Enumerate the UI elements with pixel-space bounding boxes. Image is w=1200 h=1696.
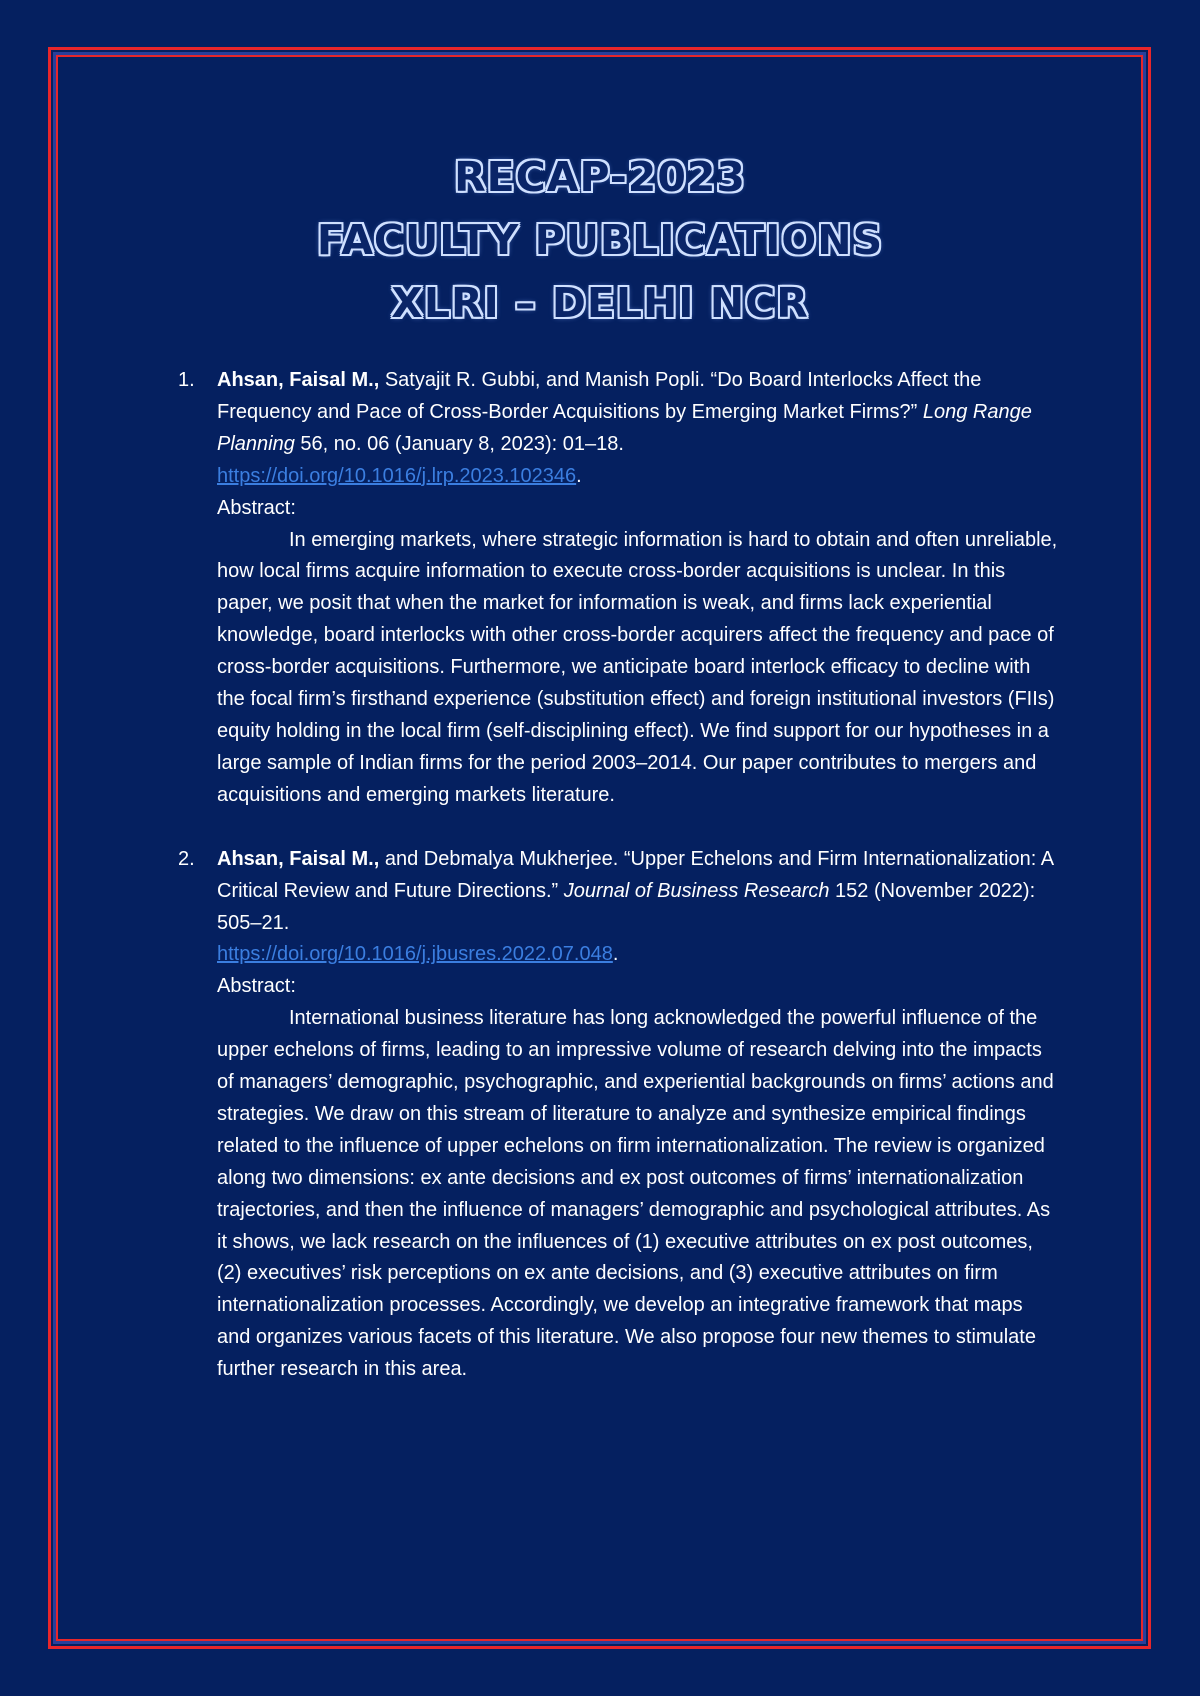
title-line-2: FACULTY PUBLICATIONS [316, 216, 884, 264]
coauthors-and-title: and Debmalya Mukherjee. “Upper Echelons and Firm Internationalization: A Critical Review and Future Directions.” [217, 847, 1053, 902]
doi-link[interactable]: https://doi.org/10.1016/j.lrp.2023.102346 [217, 464, 577, 487]
abstract-label: Abstract: [217, 975, 296, 998]
publication-item [178, 365, 1058, 812]
publication-number: 2. [178, 847, 195, 870]
doi-line [217, 461, 1058, 493]
title-line-1: RECAP-2023 [454, 153, 746, 201]
lead-author: Ahsan, Faisal M., [217, 847, 380, 870]
abstract-label: Abstract: [217, 496, 296, 519]
publication-citation [217, 844, 1058, 940]
coauthors-and-title: Satyajit R. Gubbi, and Manish Popli. “Do Board Interlocks Affect the Frequency and Pace of Cross-Border Acquisitions by Emerging Market Firms?” [217, 369, 982, 423]
journal-name: Long Range Planning [217, 400, 1032, 455]
doi-link[interactable]: https://doi.org/10.1016/j.jbusres.2022.07.048 [217, 943, 613, 966]
abstract-text: In emerging markets, where strategic information is hard to obtain and often unreliable, how local firms acquire information to execute cross-border acquisitions is unclear. In this paper, we posit that when the market for information is weak, and firms lack experiential knowledge, board interlocks with other cross-border acquirers affect the frequency and pace of cross-border acquisitions. Furthermore, we anticipate board interlock efficacy to decline with the focal firm’s firsthand experience (substitution effect) and foreign institutional investors (FIIs) equity holding in the local firm (self-disciplining effect). We find support for our hypotheses in a large sample of Indian firms for the period 2003–2014. Our paper contributes to mergers and acquisitions and emerging markets literature. [217, 528, 1058, 806]
title-line-3: XLRI – DELHI NCR [391, 279, 809, 327]
doi-line [217, 939, 1058, 971]
doi-suffix: . [576, 464, 582, 487]
publication-details: 56, no. 06 (January 8, 2023): 01–18. [294, 432, 624, 455]
abstract-text: International business literature has long acknowledged the powerful influence of the upper echelons of firms, leading to an impressive volume of research delving into the impacts of managers’ demographic, psychographic, and experiential backgrounds on firms’ actions and strategies. We draw on this stream of literature to analyze and synthesize empirical findings related to the influence of upper echelons on firm internationalization. The review is organized along two dimensions: ex ante decisions and ex post outcomes of firms’ internationalization trajectories, and then the influence of managers’ demographic and psychological attributes. As it shows, we lack research on the influences of (1) executive attributes on ex post outcomes, (2) executives’ risk perceptions on ex ante decisions, and (3) executive attributes on firm internationalization processes. Accordingly, we develop an integrative framework that maps and organizes various facets of this literature. We also propose four new themes to stimulate further research in this area. [217, 1007, 1054, 1381]
publication-number: 1. [178, 369, 195, 391]
page-title [0, 146, 1200, 335]
journal-name: Journal of Business Research [563, 879, 830, 902]
publication-citation [217, 365, 1058, 461]
publication-list [178, 365, 1058, 1418]
doi-suffix: . [612, 943, 619, 966]
publication-item [178, 844, 1058, 1386]
publication-details: 152 (November 2022): 505–21. [217, 879, 1036, 934]
lead-author: Ahsan, Faisal M., [217, 369, 380, 391]
